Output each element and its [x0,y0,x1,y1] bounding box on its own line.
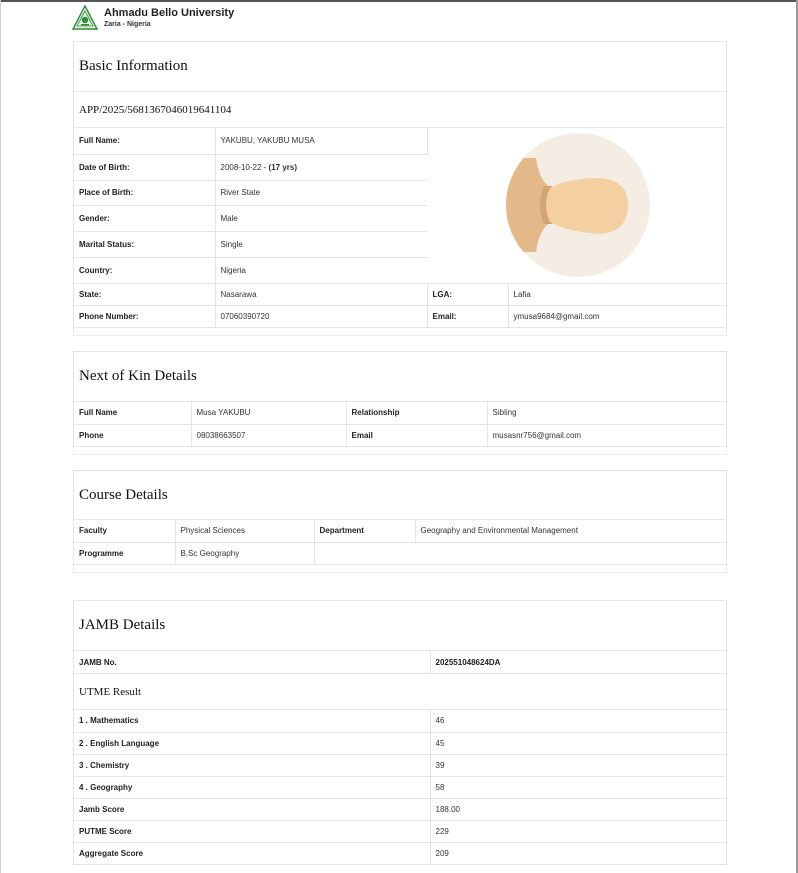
table-row [74,424,726,446]
subject-3-score: 39 [430,754,726,776]
dob-age: (17 yrs) [268,162,298,172]
utme-result-table [74,710,726,865]
passport-photo-cell [427,128,726,283]
table-row [74,542,726,564]
gender-value: Male [215,205,427,231]
full-name-value: YAKUBU, YAKUBU MUSA [215,128,427,154]
kin-email-label: Email [346,424,487,446]
jamb-number-table [74,651,726,673]
kin-full-name-value: Musa YAKUBU [191,402,346,424]
table-row [74,732,726,754]
faculty-label: Faculty [74,520,175,542]
empty-cell [314,542,726,564]
left-edge [0,0,1,873]
kin-relationship-label: Relationship [346,402,487,424]
kin-phone-value: 08038663507 [191,424,346,446]
jamb-number-label: JAMB No. [74,651,430,673]
jamb-details-title: JAMB Details [74,601,726,651]
subject-3-label: 3 . Chemistry [74,754,430,776]
panel-footer-gap [73,328,727,336]
state-label: State: [74,283,215,305]
phone-number-value: 07060390720 [215,305,427,327]
putme-score-label: PUTME Score [74,820,430,842]
header-text [104,7,234,30]
lga-label: LGA: [427,283,508,305]
utme-result-title: UTME Result [74,673,726,710]
table-row [74,776,726,798]
state-value: Nasarawa [215,283,427,305]
dob-label: Date of Birth: [74,154,215,180]
jamb-score-label: Jamb Score [74,798,430,820]
kin-full-name-label: Full Name [74,402,191,424]
department-value: Geography and Environmental Management [415,520,726,542]
next-of-kin-panel [73,351,727,447]
programme-value: B.Sc Geography [175,542,314,564]
table-row [74,820,726,842]
full-name-label: Full Name: [74,128,215,154]
table-row [74,402,726,424]
course-details-panel [73,470,727,565]
table-row [74,842,726,864]
next-of-kin-table [74,402,726,446]
subject-4-label: 4 . Geography [74,776,430,798]
basic-information-table [74,128,726,327]
dob-value [215,154,427,180]
table-row [74,710,726,732]
basic-information-title: Basic Information [74,42,726,92]
subject-1-score: 46 [430,710,726,732]
panel-footer-gap [73,447,727,455]
lga-value: Lafia [508,283,726,305]
country-value: Nigeria [215,257,427,283]
subject-2-score: 45 [430,732,726,754]
gender-label: Gender: [74,205,215,231]
university-location: Zaria - Nigeria [104,20,151,28]
marital-status-value: Single [215,231,427,257]
panel-footer-gap [73,565,727,573]
table-row [74,798,726,820]
aggregate-score-value: 209 [430,842,726,864]
table-row [74,128,726,154]
jamb-score-value: 188.00 [430,798,726,820]
programme-label: Programme [74,542,175,564]
passport-photo [428,128,727,282]
kin-relationship-value: Sibling [487,402,726,424]
dob-date: 2008-10-22 - [220,162,267,172]
faculty-value: Physical Sciences [175,520,314,542]
subject-1-label: 1 . Mathematics [74,710,430,732]
jamb-number-value: 202551048624DA [435,657,501,667]
country-label: Country: [74,257,215,283]
email-value: ymusa9684@gmail.com [513,311,600,321]
basic-information-panel [73,41,727,328]
kin-email-value: musasnr756@gmail.com [492,430,582,440]
pob-value: River State [215,180,427,205]
table-row [74,651,726,673]
page-header [72,4,234,32]
course-details-title: Course Details [74,471,726,520]
aggregate-score-label: Aggregate Score [74,842,430,864]
kin-phone-label: Phone [74,424,191,446]
next-of-kin-title: Next of Kin Details [74,352,726,402]
university-logo-icon [72,5,98,31]
table-row [74,520,726,542]
putme-score-value: 229 [430,820,726,842]
top-border [0,0,798,2]
subject-4-score: 58 [430,776,726,798]
department-label: Department [314,520,415,542]
table-row [74,283,726,305]
course-details-table [74,520,726,564]
phone-number-label: Phone Number: [74,305,215,327]
subject-2-label: 2 . English Language [74,732,430,754]
university-name: Ahmadu Bello University [104,6,235,19]
application-number: APP/2025/5681367046019641104 [74,92,726,128]
jamb-details-panel [73,600,727,865]
pob-label: Place of Birth: [74,180,215,205]
table-row [74,305,726,327]
email-label: Email: [427,305,508,327]
table-row [74,754,726,776]
marital-status-label: Marital Status: [74,231,215,257]
